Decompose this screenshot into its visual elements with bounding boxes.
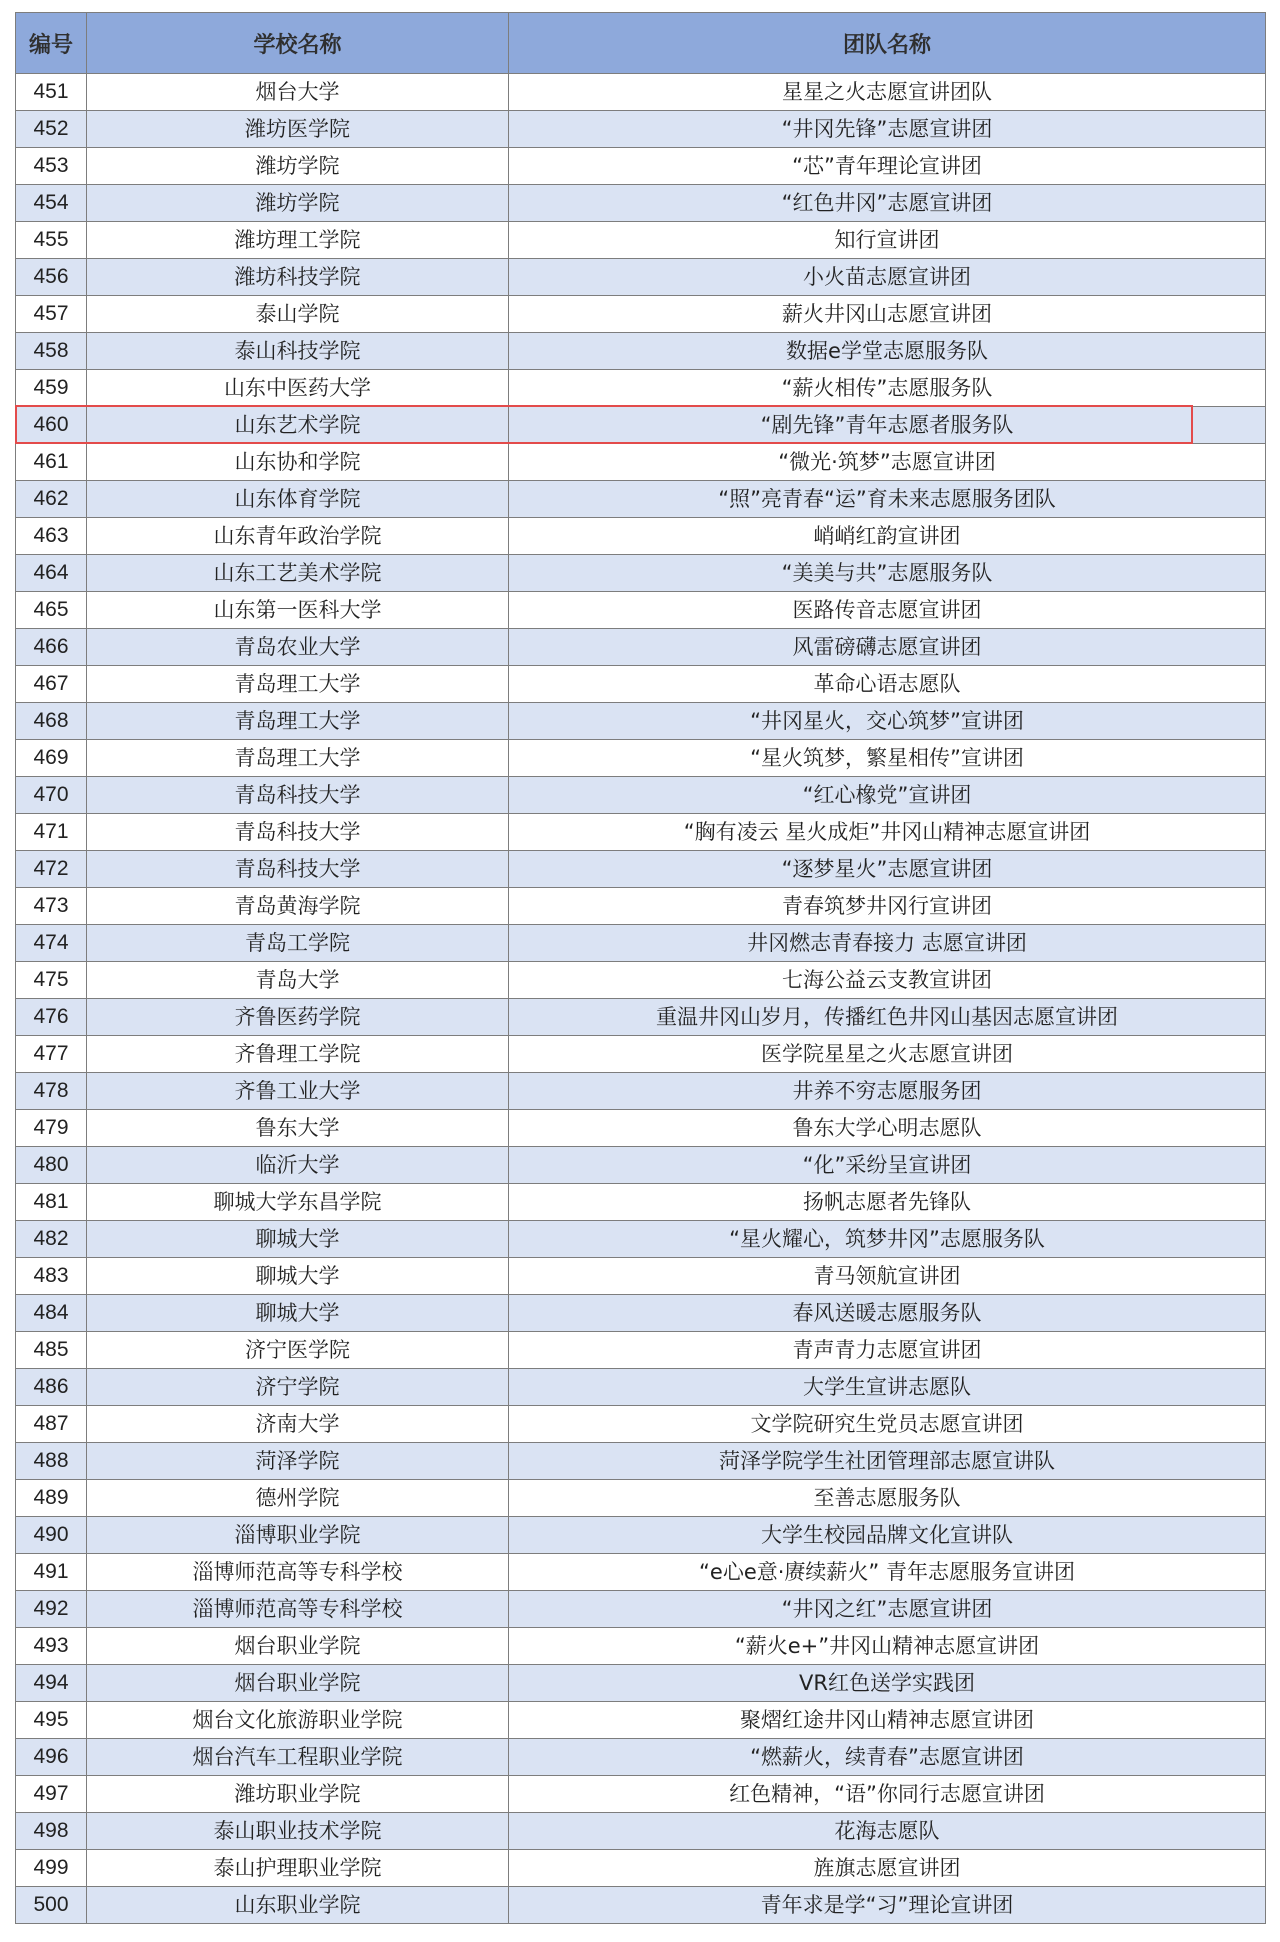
row-number: 463 xyxy=(16,518,87,555)
table-row xyxy=(16,1776,1266,1813)
table-row xyxy=(16,1184,1266,1221)
team-name: 春风送暖志愿服务队 xyxy=(509,1295,1266,1332)
school-name: 烟台职业学院 xyxy=(87,1628,509,1665)
team-name: 花海志愿队 xyxy=(509,1813,1266,1850)
table-row xyxy=(16,1702,1266,1739)
row-number: 486 xyxy=(16,1369,87,1406)
team-name: 医学院星星之火志愿宣讲团 xyxy=(509,1036,1266,1073)
table-row xyxy=(16,1887,1266,1924)
table-row xyxy=(16,518,1266,555)
row-number: 499 xyxy=(16,1850,87,1887)
table-row xyxy=(16,111,1266,148)
school-name: 山东艺术学院 xyxy=(87,407,509,444)
school-name: 山东中医药大学 xyxy=(87,370,509,407)
table-row xyxy=(16,1813,1266,1850)
team-name: “井冈先锋”志愿宣讲团 xyxy=(509,111,1266,148)
table-row xyxy=(16,1591,1266,1628)
team-name: “照”亮青春“运”育未来志愿服务团队 xyxy=(509,481,1266,518)
row-number: 477 xyxy=(16,1036,87,1073)
column-header-team: 团队名称 xyxy=(509,13,1266,74)
table-row xyxy=(16,555,1266,592)
team-name: 井养不穷志愿服务团 xyxy=(509,1073,1266,1110)
school-name: 德州学院 xyxy=(87,1480,509,1517)
team-name: “薪火相传”志愿服务队 xyxy=(509,370,1266,407)
school-name: 聊城大学 xyxy=(87,1221,509,1258)
table-row xyxy=(16,1147,1266,1184)
row-number: 484 xyxy=(16,1295,87,1332)
school-name: 聊城大学 xyxy=(87,1295,509,1332)
school-name: 潍坊医学院 xyxy=(87,111,509,148)
school-name: 青岛理工大学 xyxy=(87,703,509,740)
table-row xyxy=(16,444,1266,481)
row-number: 457 xyxy=(16,296,87,333)
table-row xyxy=(16,1036,1266,1073)
row-number: 469 xyxy=(16,740,87,777)
team-name: “美美与共”志愿服务队 xyxy=(509,555,1266,592)
row-number: 466 xyxy=(16,629,87,666)
table-row xyxy=(16,1480,1266,1517)
school-name: 聊城大学东昌学院 xyxy=(87,1184,509,1221)
team-name: 文学院研究生党员志愿宣讲团 xyxy=(509,1406,1266,1443)
table-row xyxy=(16,666,1266,703)
school-name: 潍坊职业学院 xyxy=(87,1776,509,1813)
team-name: “薪火e+”井冈山精神志愿宣讲团 xyxy=(509,1628,1266,1665)
row-number: 481 xyxy=(16,1184,87,1221)
row-number: 490 xyxy=(16,1517,87,1554)
team-name: 重温井冈山岁月，传播红色井冈山基因志愿宣讲团 xyxy=(509,999,1266,1036)
school-name: 聊城大学 xyxy=(87,1258,509,1295)
team-name: 菏泽学院学生社团管理部志愿宣讲队 xyxy=(509,1443,1266,1480)
team-name: “星火耀心，筑梦井冈”志愿服务队 xyxy=(509,1221,1266,1258)
row-number: 480 xyxy=(16,1147,87,1184)
school-name: 青岛大学 xyxy=(87,962,509,999)
table-row xyxy=(16,629,1266,666)
school-name: 山东工艺美术学院 xyxy=(87,555,509,592)
team-table xyxy=(15,12,1266,1924)
team-name: 知行宣讲团 xyxy=(509,222,1266,259)
team-name: “红色井冈”志愿宣讲团 xyxy=(509,185,1266,222)
school-name: 青岛科技大学 xyxy=(87,777,509,814)
school-name: 淄博师范高等专科学校 xyxy=(87,1591,509,1628)
school-name: 山东第一医科大学 xyxy=(87,592,509,629)
row-number: 475 xyxy=(16,962,87,999)
table-row xyxy=(16,1406,1266,1443)
school-name: 淄博职业学院 xyxy=(87,1517,509,1554)
row-number: 488 xyxy=(16,1443,87,1480)
row-number: 453 xyxy=(16,148,87,185)
table-row xyxy=(16,481,1266,518)
row-number: 470 xyxy=(16,777,87,814)
school-name: 菏泽学院 xyxy=(87,1443,509,1480)
row-number: 465 xyxy=(16,592,87,629)
team-name: 井冈燃志青春接力 志愿宣讲团 xyxy=(509,925,1266,962)
row-number: 458 xyxy=(16,333,87,370)
team-name: 七海公益云支教宣讲团 xyxy=(509,962,1266,999)
school-name: 济南大学 xyxy=(87,1406,509,1443)
team-name: 青马领航宣讲团 xyxy=(509,1258,1266,1295)
row-number: 456 xyxy=(16,259,87,296)
table-row xyxy=(16,185,1266,222)
row-number: 478 xyxy=(16,1073,87,1110)
row-number: 461 xyxy=(16,444,87,481)
table-row xyxy=(16,1295,1266,1332)
row-number: 468 xyxy=(16,703,87,740)
row-number: 472 xyxy=(16,851,87,888)
row-number: 495 xyxy=(16,1702,87,1739)
row-number: 500 xyxy=(16,1887,87,1924)
row-number: 498 xyxy=(16,1813,87,1850)
table-header-row xyxy=(16,13,1266,74)
row-number: 452 xyxy=(16,111,87,148)
team-name: 大学生宣讲志愿队 xyxy=(509,1369,1266,1406)
table-row xyxy=(16,1369,1266,1406)
row-number: 474 xyxy=(16,925,87,962)
team-name: “微光·筑梦”志愿宣讲团 xyxy=(509,444,1266,481)
team-name: “红心橡党”宣讲团 xyxy=(509,777,1266,814)
team-name: “剧先锋”青年志愿者服务队 xyxy=(509,407,1266,444)
row-number: 494 xyxy=(16,1665,87,1702)
row-number: 467 xyxy=(16,666,87,703)
table-row xyxy=(16,1443,1266,1480)
team-name: “燃薪火，续青春”志愿宣讲团 xyxy=(509,1739,1266,1776)
table-row xyxy=(16,740,1266,777)
team-name: “芯”青年理论宣讲团 xyxy=(509,148,1266,185)
school-name: 山东职业学院 xyxy=(87,1887,509,1924)
column-header-number: 编号 xyxy=(16,13,87,74)
table-row xyxy=(16,851,1266,888)
school-name: 泰山职业技术学院 xyxy=(87,1813,509,1850)
table-row xyxy=(16,1332,1266,1369)
table-row xyxy=(16,1628,1266,1665)
row-number: 492 xyxy=(16,1591,87,1628)
team-name: 聚熠红途井冈山精神志愿宣讲团 xyxy=(509,1702,1266,1739)
team-name: 医路传音志愿宣讲团 xyxy=(509,592,1266,629)
school-name: 潍坊科技学院 xyxy=(87,259,509,296)
table-row xyxy=(16,333,1266,370)
team-name: 革命心语志愿队 xyxy=(509,666,1266,703)
school-name: 烟台大学 xyxy=(87,74,509,111)
school-name: 青岛科技大学 xyxy=(87,814,509,851)
school-name: 烟台职业学院 xyxy=(87,1665,509,1702)
table-row xyxy=(16,1554,1266,1591)
row-number: 462 xyxy=(16,481,87,518)
school-name: 青岛黄海学院 xyxy=(87,888,509,925)
row-number: 491 xyxy=(16,1554,87,1591)
school-name: 潍坊理工学院 xyxy=(87,222,509,259)
team-name: 旌旗志愿宣讲团 xyxy=(509,1850,1266,1887)
team-name: “井冈星火，交心筑梦”宣讲团 xyxy=(509,703,1266,740)
row-number: 496 xyxy=(16,1739,87,1776)
row-number: 479 xyxy=(16,1110,87,1147)
school-name: 齐鲁理工学院 xyxy=(87,1036,509,1073)
school-name: 烟台文化旅游职业学院 xyxy=(87,1702,509,1739)
team-name: 薪火井冈山志愿宣讲团 xyxy=(509,296,1266,333)
row-number: 476 xyxy=(16,999,87,1036)
team-name: 青年求是学“习”理论宣讲团 xyxy=(509,1887,1266,1924)
table-row xyxy=(16,999,1266,1036)
table-row xyxy=(16,1258,1266,1295)
table-row xyxy=(16,1850,1266,1887)
table-row xyxy=(16,148,1266,185)
team-name: 至善志愿服务队 xyxy=(509,1480,1266,1517)
row-number: 459 xyxy=(16,370,87,407)
school-name: 青岛科技大学 xyxy=(87,851,509,888)
school-name: 青岛理工大学 xyxy=(87,666,509,703)
table-row xyxy=(16,259,1266,296)
school-name: 鲁东大学 xyxy=(87,1110,509,1147)
school-name: 齐鲁工业大学 xyxy=(87,1073,509,1110)
table-row xyxy=(16,1517,1266,1554)
row-number: 489 xyxy=(16,1480,87,1517)
column-header-school: 学校名称 xyxy=(87,13,509,74)
school-name: 泰山学院 xyxy=(87,296,509,333)
row-number: 487 xyxy=(16,1406,87,1443)
row-number: 493 xyxy=(16,1628,87,1665)
table-row xyxy=(16,1110,1266,1147)
table-row xyxy=(16,925,1266,962)
team-name: 大学生校园品牌文化宣讲队 xyxy=(509,1517,1266,1554)
row-number: 460 xyxy=(16,407,87,444)
team-name: 鲁东大学心明志愿队 xyxy=(509,1110,1266,1147)
school-name: 青岛农业大学 xyxy=(87,629,509,666)
school-name: 济宁学院 xyxy=(87,1369,509,1406)
school-name: 山东体育学院 xyxy=(87,481,509,518)
team-name: “胸有凌云 星火成炬”井冈山精神志愿宣讲团 xyxy=(509,814,1266,851)
table-row xyxy=(16,370,1266,407)
table-row xyxy=(16,592,1266,629)
team-name: VR红色送学实践团 xyxy=(509,1665,1266,1702)
school-name: 泰山科技学院 xyxy=(87,333,509,370)
row-number: 483 xyxy=(16,1258,87,1295)
team-name: 红色精神，“语”你同行志愿宣讲团 xyxy=(509,1776,1266,1813)
school-name: 山东协和学院 xyxy=(87,444,509,481)
team-list-sheet xyxy=(15,12,1265,1924)
table-body xyxy=(16,74,1266,1924)
row-number: 464 xyxy=(16,555,87,592)
school-name: 临沂大学 xyxy=(87,1147,509,1184)
school-name: 潍坊学院 xyxy=(87,148,509,185)
row-number: 485 xyxy=(16,1332,87,1369)
table-row xyxy=(16,1665,1266,1702)
row-number: 473 xyxy=(16,888,87,925)
school-name: 山东青年政治学院 xyxy=(87,518,509,555)
team-name: 小火苗志愿宣讲团 xyxy=(509,259,1266,296)
team-name: “井冈之红”志愿宣讲团 xyxy=(509,1591,1266,1628)
row-number: 471 xyxy=(16,814,87,851)
team-name: “逐梦星火”志愿宣讲团 xyxy=(509,851,1266,888)
team-name: 数据e学堂志愿服务队 xyxy=(509,333,1266,370)
team-name: “e心e意·赓续薪火” 青年志愿服务宣讲团 xyxy=(509,1554,1266,1591)
table-row xyxy=(16,222,1266,259)
table-row xyxy=(16,296,1266,333)
team-name: 风雷磅礴志愿宣讲团 xyxy=(509,629,1266,666)
row-number: 497 xyxy=(16,1776,87,1813)
team-name: 青春筑梦井冈行宣讲团 xyxy=(509,888,1266,925)
row-number: 482 xyxy=(16,1221,87,1258)
table-row xyxy=(16,777,1266,814)
table-row xyxy=(16,888,1266,925)
school-name: 淄博师范高等专科学校 xyxy=(87,1554,509,1591)
table-row xyxy=(16,1739,1266,1776)
table-row xyxy=(16,1073,1266,1110)
school-name: 济宁医学院 xyxy=(87,1332,509,1369)
team-name: “化”采纷呈宣讲团 xyxy=(509,1147,1266,1184)
school-name: 青岛理工大学 xyxy=(87,740,509,777)
team-name: “星火筑梦，繁星相传”宣讲团 xyxy=(509,740,1266,777)
team-name: 星星之火志愿宣讲团队 xyxy=(509,74,1266,111)
school-name: 齐鲁医药学院 xyxy=(87,999,509,1036)
table-row xyxy=(16,703,1266,740)
table-row xyxy=(16,74,1266,111)
table-row xyxy=(16,407,1266,444)
table-row xyxy=(16,1221,1266,1258)
school-name: 泰山护理职业学院 xyxy=(87,1850,509,1887)
team-name: 峭峭红韵宣讲团 xyxy=(509,518,1266,555)
table-row xyxy=(16,814,1266,851)
school-name: 烟台汽车工程职业学院 xyxy=(87,1739,509,1776)
row-number: 455 xyxy=(16,222,87,259)
table-row xyxy=(16,962,1266,999)
team-name: 青声青力志愿宣讲团 xyxy=(509,1332,1266,1369)
school-name: 潍坊学院 xyxy=(87,185,509,222)
row-number: 454 xyxy=(16,185,87,222)
school-name: 青岛工学院 xyxy=(87,925,509,962)
row-number: 451 xyxy=(16,74,87,111)
team-name: 扬帆志愿者先锋队 xyxy=(509,1184,1266,1221)
